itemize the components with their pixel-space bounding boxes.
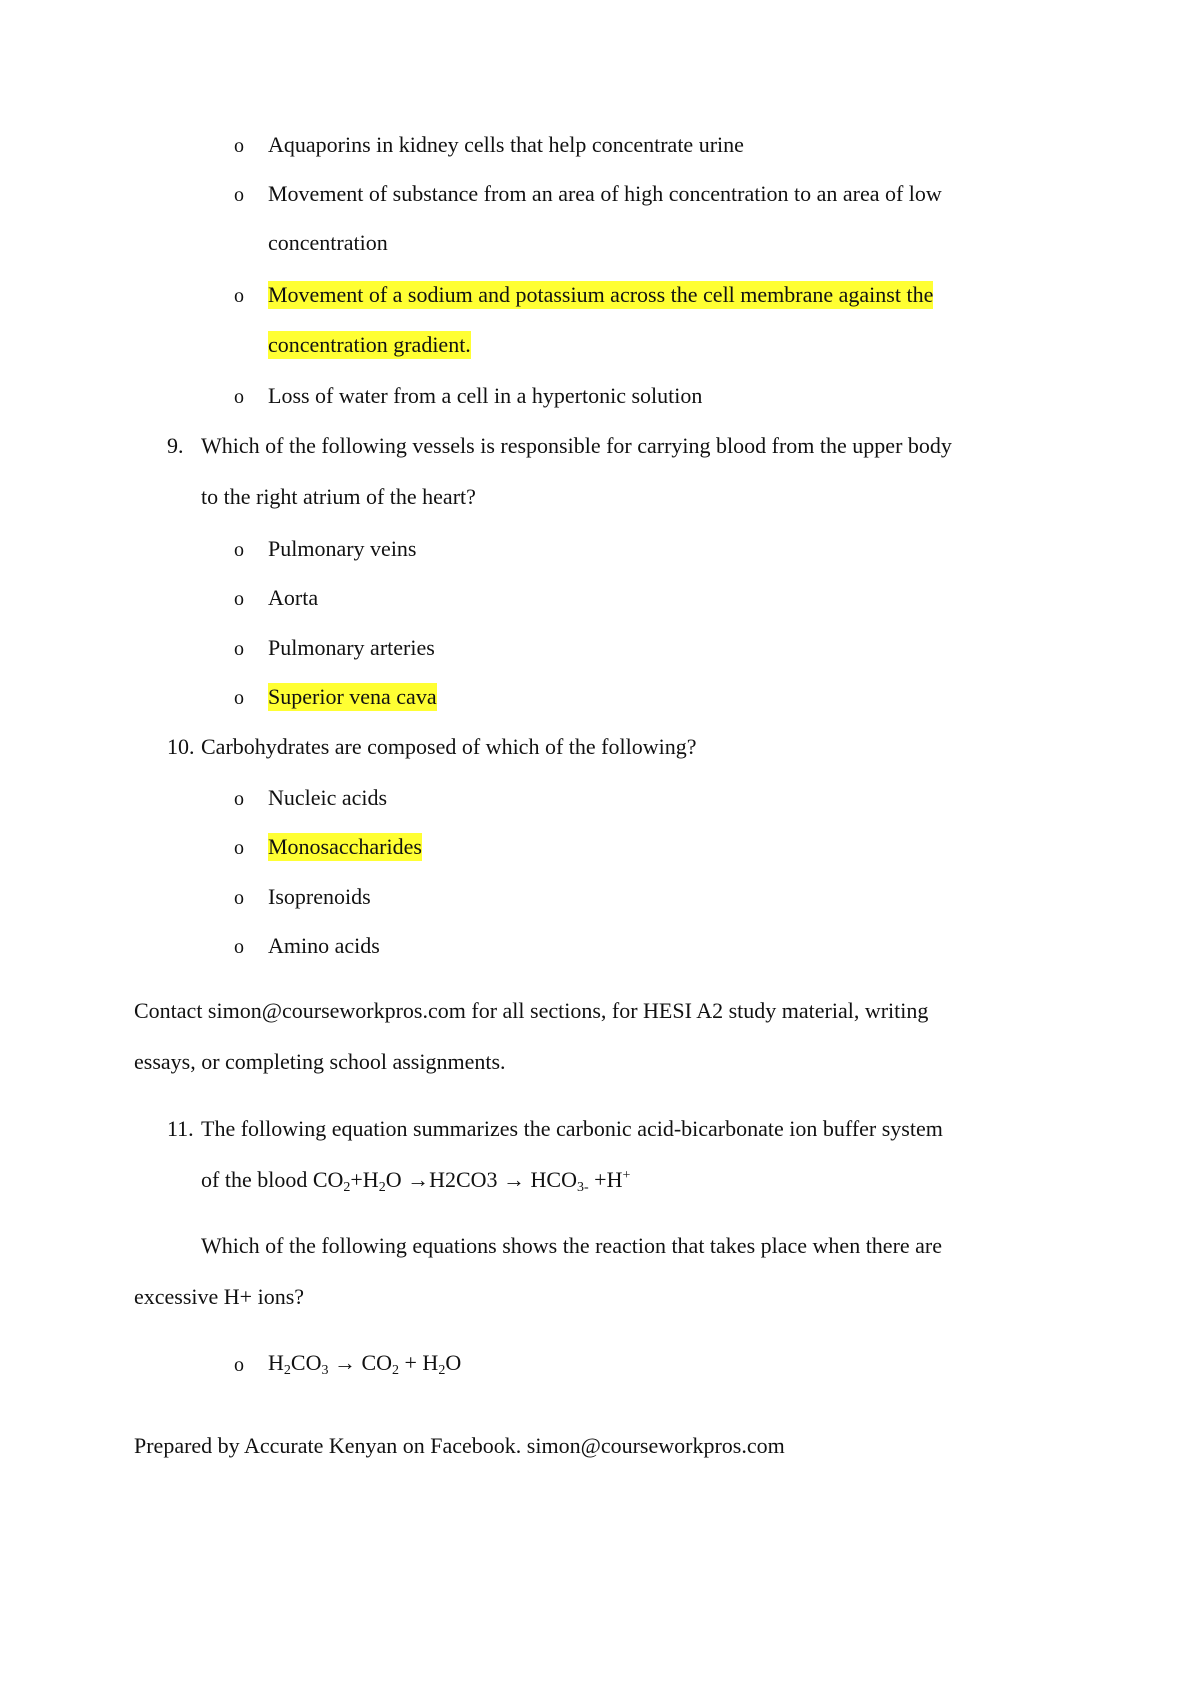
- q10-option-1: Nucleic acids: [268, 785, 388, 810]
- answer-highlight: Movement of a sodium and potassium across the cell membrane against the: [268, 282, 934, 307]
- eq-subscript: 2: [283, 1363, 291, 1378]
- bullet-icon: o: [234, 285, 244, 307]
- q11-equation: [201, 1166, 630, 1194]
- q8-option-2-line-1: Movement of substance from an area of high concentration to an area of low: [268, 181, 942, 206]
- eq-superscript: +: [622, 1168, 631, 1183]
- bullet-icon: o: [234, 788, 244, 810]
- bullet-icon: o: [234, 539, 244, 561]
- eq-text: O: [445, 1350, 462, 1375]
- eq-text: +H: [588, 1167, 623, 1192]
- q10-question: Carbohydrates are composed of which of the following?: [201, 734, 697, 759]
- eq-subscript: 3: [321, 1363, 329, 1378]
- eq-subscript: 3-: [576, 1180, 589, 1195]
- eq-text: of the blood CO: [201, 1167, 344, 1192]
- arrow-right-icon: →: [407, 1167, 430, 1192]
- eq-text: CO: [290, 1350, 322, 1375]
- arrow-right-icon: →: [503, 1167, 526, 1192]
- bullet-icon: o: [234, 588, 244, 610]
- q9-option-4: [268, 683, 437, 711]
- page-footer: Prepared by Accurate Kenyan on Facebook. simon@courseworkpros.com: [134, 1433, 785, 1458]
- bullet-icon: o: [234, 687, 244, 709]
- contact-line-1: Contact simon@courseworkpros.com for all sections, for HESI A2 study material, writing: [134, 998, 929, 1023]
- bullet-icon: o: [234, 386, 244, 408]
- eq-subscript: 2: [378, 1180, 386, 1195]
- eq-subscript: 2: [438, 1363, 446, 1378]
- eq-subscript: 2: [343, 1180, 351, 1195]
- q11-prompt-line-1: Which of the following equations shows the reaction that takes place when there are: [201, 1233, 943, 1258]
- q11-option-1: [268, 1349, 461, 1377]
- eq-text: HCO: [525, 1167, 577, 1192]
- eq-text: + H: [399, 1350, 439, 1375]
- q8-option-3-line-1: [268, 281, 933, 309]
- answer-highlight: Superior vena cava: [268, 684, 437, 709]
- q9-number: 9.: [167, 433, 184, 458]
- eq-text: H2CO3: [429, 1167, 504, 1192]
- q10-option-4: Amino acids: [268, 933, 380, 958]
- q10-number: 10.: [167, 734, 195, 759]
- bullet-icon: o: [234, 936, 244, 958]
- q11-number: 11.: [167, 1116, 194, 1141]
- contact-line-2: essays, or completing school assignments.: [134, 1049, 506, 1074]
- q11-question-line-1: The following equation summarizes the carbonic acid-bicarbonate ion buffer system: [201, 1116, 943, 1141]
- answer-highlight: Monosaccharides: [268, 834, 422, 859]
- bullet-icon: o: [234, 1354, 244, 1376]
- q10-option-2: [268, 833, 422, 861]
- eq-text: +H: [350, 1167, 379, 1192]
- bullet-icon: o: [234, 887, 244, 909]
- q8-option-3-line-2: [268, 331, 471, 359]
- q8-option-4: Loss of water from a cell in a hypertonic solution: [268, 383, 703, 408]
- q10-option-3: Isoprenoids: [268, 884, 371, 909]
- bullet-icon: o: [234, 135, 244, 157]
- q8-option-1: Aquaporins in kidney cells that help concentrate urine: [268, 132, 744, 157]
- eq-text: H: [268, 1350, 284, 1375]
- eq-text: CO: [361, 1350, 393, 1375]
- q9-option-2: Aorta: [268, 585, 319, 610]
- q9-question-line-1: Which of the following vessels is responsible for carrying blood from the upper body: [201, 433, 952, 458]
- arrow-right-icon: →: [328, 1350, 362, 1375]
- q8-option-2-line-2: concentration: [268, 230, 388, 255]
- q9-option-1: Pulmonary veins: [268, 536, 417, 561]
- eq-subscript: 2: [392, 1363, 400, 1378]
- answer-highlight: concentration gradient.: [268, 332, 471, 357]
- q9-option-3: Pulmonary arteries: [268, 635, 435, 660]
- eq-text: O: [385, 1167, 408, 1192]
- q11-prompt-line-2: excessive H+ ions?: [134, 1284, 305, 1309]
- bullet-icon: o: [234, 184, 244, 206]
- q9-question-line-2: to the right atrium of the heart?: [201, 484, 476, 509]
- bullet-icon: o: [234, 638, 244, 660]
- bullet-icon: o: [234, 837, 244, 859]
